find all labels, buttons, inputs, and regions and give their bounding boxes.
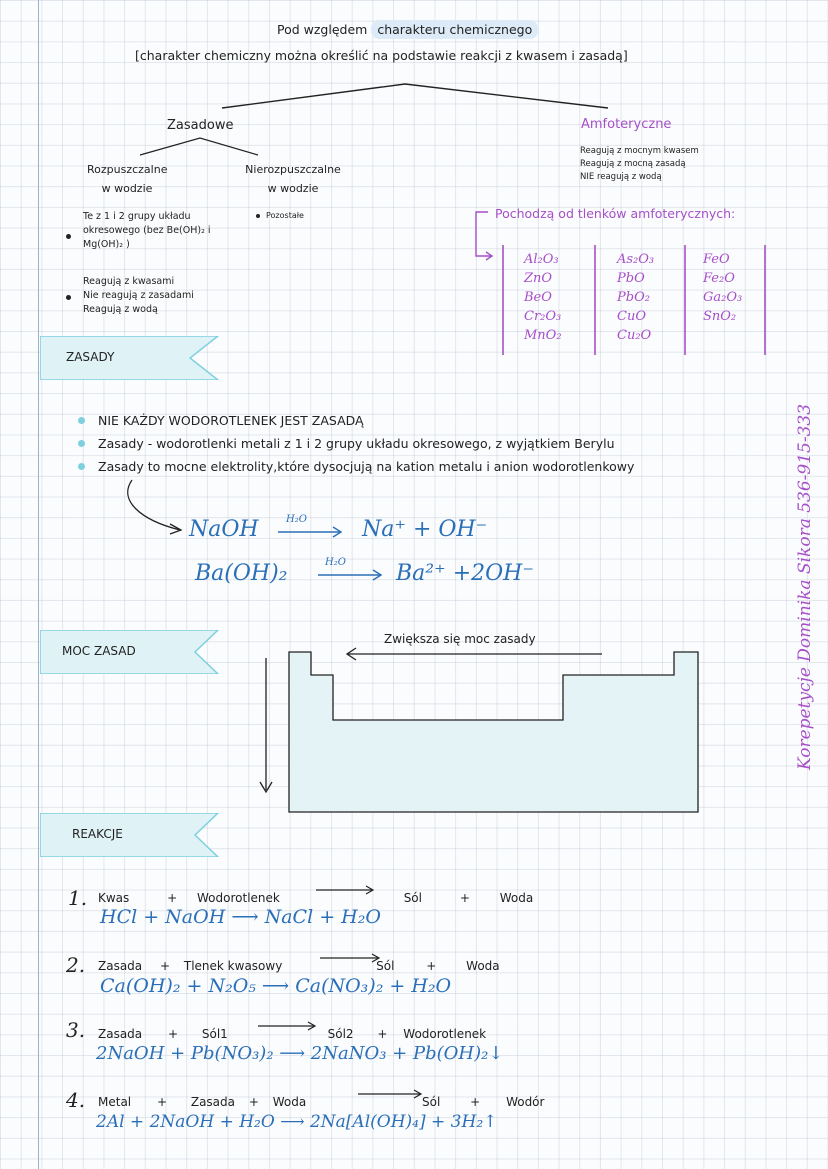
oxide-title: Pochodzą od tlenków amfoterycznych: xyxy=(495,206,736,221)
header-subtitle: [charakter chemiczny można określić na podstawie reakcji z kwasem i zasadą] xyxy=(135,48,628,63)
reaction-number: 1. xyxy=(68,886,88,910)
reaction-number: 2. xyxy=(66,953,86,977)
section-banner-moc: MOC ZASAD xyxy=(40,630,220,674)
section-banner-reakcje: REAKCJE xyxy=(40,813,220,857)
periodic-table-diagram xyxy=(0,640,828,820)
dissoc-eq2-left: Ba(OH)₂ xyxy=(195,561,288,586)
bullet-item: Zasady - wodorotlenki metali z 1 i 2 grupy układu okresowego, z wyjątkiem Berylu xyxy=(74,432,634,455)
bullet-dot xyxy=(256,214,260,218)
bullet-dot xyxy=(66,234,71,239)
rozp-properties: Reagują z kwasami Nie reagują z zasadami Reagują z wodą xyxy=(83,276,194,315)
amfo-label: Amfoteryczne xyxy=(581,117,672,132)
reaction-number: 3. xyxy=(66,1018,86,1042)
moc-arrow-label: Zwiększa się moc zasady xyxy=(384,632,536,646)
reaction-formula: 2Al + 2NaOH + H₂O ⟶ 2Na[Al(OH)₄] + 3H₂↑ xyxy=(96,1112,498,1132)
dissoc-eq1-label: H₂O xyxy=(286,514,307,525)
header-highlight: charakteru chemicznego xyxy=(371,20,538,39)
dissoc-eq1-right: Na⁺ + OH⁻ xyxy=(362,517,488,542)
amfo-properties: Reagują z mocnym kwasem Reagują z mocną zasadą NIE reagują z wodą xyxy=(580,146,699,182)
oxide-column-2: As₂O₃ PbO PbO₂ CuO Cu₂O xyxy=(617,252,655,343)
reaction-words: Kwas + Wodorotlenek Sól + Woda xyxy=(98,891,534,905)
reaction-number: 4. xyxy=(66,1088,86,1112)
reaction-formula: HCl + NaOH ⟶ NaCl + H₂O xyxy=(100,906,381,928)
reaction-words: Zasada + Tlenek kwasowy Sól + Woda xyxy=(98,959,500,973)
reaction-formula: 2NaOH + Pb(NO₃)₂ ⟶ 2NaNO₃ + Pb(OH)₂↓ xyxy=(96,1043,504,1064)
dissoc-eq1-left: NaOH xyxy=(189,517,259,542)
oxide-column-3: FeO Fe₂O Ga₂O₃ SnO₂ xyxy=(703,252,743,324)
oxide-column-1: Al₂O₃ ZnO BeO Cr₂O₃ MnO₂ xyxy=(524,252,562,343)
reaction-words: Metal + Zasada + Woda Sól + Wodór xyxy=(98,1095,545,1109)
rozp-description: Te z 1 i 2 grupy układu okresowego (bez Be(OH)₂ i Mg(OH)₂ ) xyxy=(83,211,211,250)
nierozp-label: Nierozpuszczalne w wodzie xyxy=(245,163,341,195)
zasadowe-label: Zasadowe xyxy=(167,118,234,133)
bullet-item: NIE KAŻDY WODOROTLENEK JEST ZASADĄ xyxy=(74,409,634,432)
rozp-label: Rozpuszczalne w wodzie xyxy=(87,163,168,195)
header-title: Pod względem charakteru chemicznego xyxy=(277,22,538,37)
reaction-words: Zasada + Sól1 Sól2 + Wodorotlenek xyxy=(98,1027,487,1041)
dissoc-eq2-label: H₂O xyxy=(325,557,346,568)
zasady-bullets xyxy=(74,409,634,478)
reaction-formula: Ca(OH)₂ + N₂O₅ ⟶ Ca(NO₃)₂ + H₂O xyxy=(100,975,452,997)
side-credit: Korepetycje Dominika Sikora 536-915-333 xyxy=(795,403,815,770)
section-banner-zasady: ZASADY xyxy=(40,336,220,380)
bullet-dot xyxy=(66,295,71,300)
dissoc-eq2-right: Ba²⁺ +2OH⁻ xyxy=(396,561,534,586)
bullet-item: Zasady to mocne elektrolity,które dysocjują na kation metalu i anion wodorotlenkowy xyxy=(74,455,634,478)
nierozp-description: Pozostałe xyxy=(266,211,304,220)
